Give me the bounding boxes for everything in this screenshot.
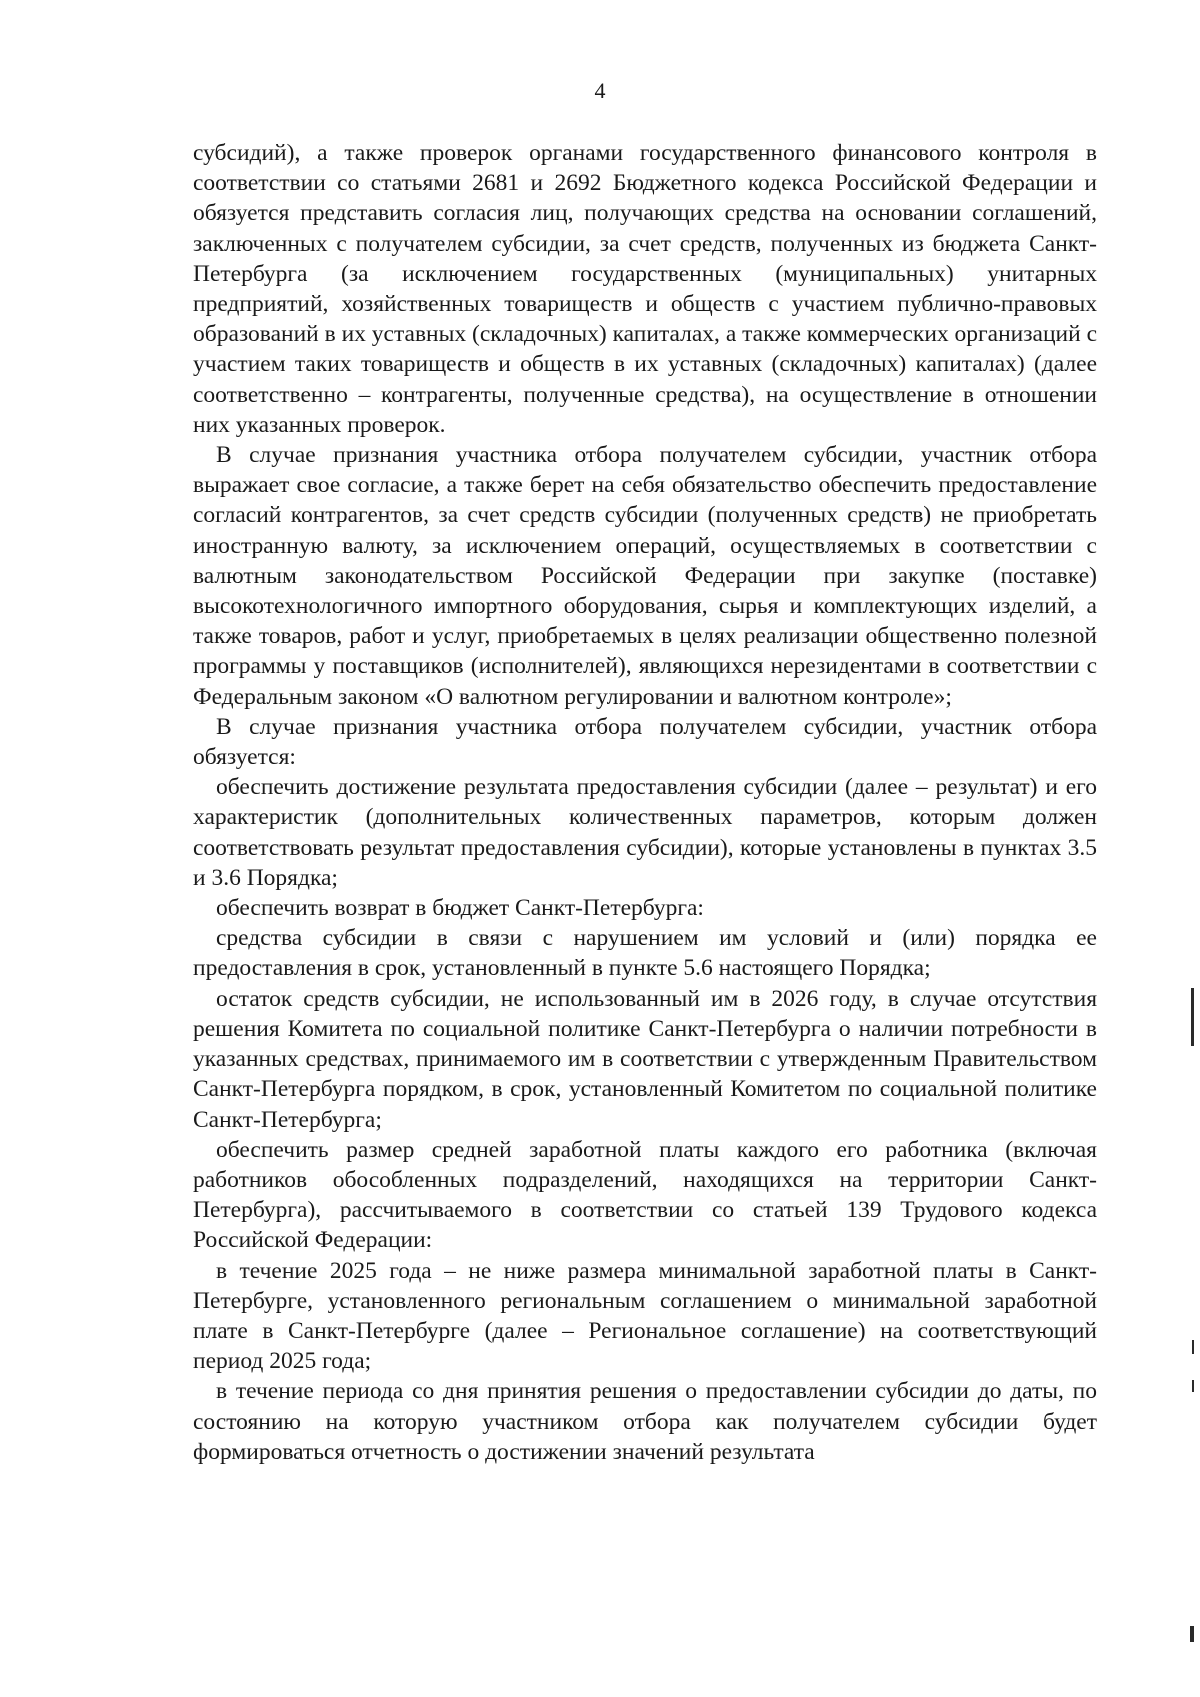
scan-edge-mark bbox=[1190, 1626, 1194, 1642]
document-body bbox=[193, 138, 1097, 1467]
paragraph-budget-return: обеспечить возврат в бюджет Санкт-Петербурга: bbox=[216, 895, 704, 922]
scan-edge-mark bbox=[1191, 988, 1194, 1046]
paragraph-proverki-continuation: субсидий), а также проверок органами государственного финансового контроля в соответствии со статьями 2681 и 2692 Бюджетного кодекса Российской Федерации и обязуется представить согласия лиц, получающих средства на основании соглашений, заключенных с получателем субсидии, за счет средств, полученных из бюджета Санкт-Петербурга (за исключением государственных (муниципальных) унитарных предприятий, хозяйственных товариществ и обществ с участием публично-правовых образований в их уставных (складочных) капиталах, а также коммерческих организаций с участием таких товариществ и обществ в их уставных (складочных) капиталах) (далее соответственно – контрагенты, полученные средства), на осуществление в отношении них указанных проверок. bbox=[193, 140, 1097, 438]
scan-edge-mark bbox=[1192, 1340, 1194, 1354]
paragraph-unused-balance: остаток средств субсидии, не использованный им в 2026 году, в случае отсутствия решения Комитета по социальной политике Санкт-Петербурга о наличии потребности в указанных средствах, принимаемого им в соответствии с утвержденным Правительством Санкт-Петербурга порядком, в срок, установленный Комитетом по социальной политике Санкт-Петербурга; bbox=[193, 985, 1097, 1133]
scan-edge-mark bbox=[1192, 1380, 1194, 1392]
paragraph-currency-obligation: В случае признания участника отбора получателем субсидии, участник отбора выражает свое согласие, а также берет на себя обязательство обеспечить предоставление согласий контрагентов, за счет средств субсидии (полученных средств) не приобретать иностранную валюту, за исключением операций, осуществляемых в соответствии с валютным законодательством Российской Федерации при закупке (поставке) высокотехнологичного импортного оборудования, сырья и комплектующих изделий, а также товаров, работ и услуг, приобретаемых в целях реализации общественно полезной программы у поставщиков (исполнителей), являющихся нерезидентами в соответствии с Федеральным законом «О валютном регулировании и валютном контроле»; bbox=[193, 442, 1097, 710]
page-number: 4 bbox=[594, 78, 606, 103]
paragraph-subsidy-violation: средства субсидии в связи с нарушением им условий и (или) порядка ее предоставления в срок, установленный в пункте 5.6 настоящего Порядка; bbox=[193, 925, 1097, 982]
paragraph-average-salary: обеспечить размер средней заработной платы каждого его работника (включая работников обособленных подразделений, находящихся на территории Санкт-Петербурга), рассчитываемого в соответствии со статьей 139 Трудового кодекса Российской Федерации: bbox=[193, 1136, 1097, 1254]
paragraph-result-achievement: обеспечить достижение результата предоставления субсидии (далее – результат) и его характеристик (дополнительных количественных параметров, которым должен соответствовать результат предоставления субсидии), которые установлены в пунктах 3.5 и 3.6 Порядка; bbox=[193, 774, 1097, 891]
paragraph-minimum-wage-2025: в течение 2025 года – не ниже размера минимальной заработной платы в Санкт-Петербурге, установленного региональным соглашением о минимальной заработной плате в Санкт-Петербурге (далее – Региональное соглашение) на соответствующий период 2025 года; bbox=[193, 1257, 1097, 1375]
paragraph-reporting-period: в течение периода со дня принятия решения о предоставлении субсидии до даты, по состоянию на которую участником отбора как получателем субсидии будет формироваться отчетность о достижении значений результата bbox=[193, 1378, 1097, 1465]
paragraph-participant-obligations: В случае признания участника отбора получателем субсидии, участник отбора обязуется: bbox=[193, 713, 1097, 771]
